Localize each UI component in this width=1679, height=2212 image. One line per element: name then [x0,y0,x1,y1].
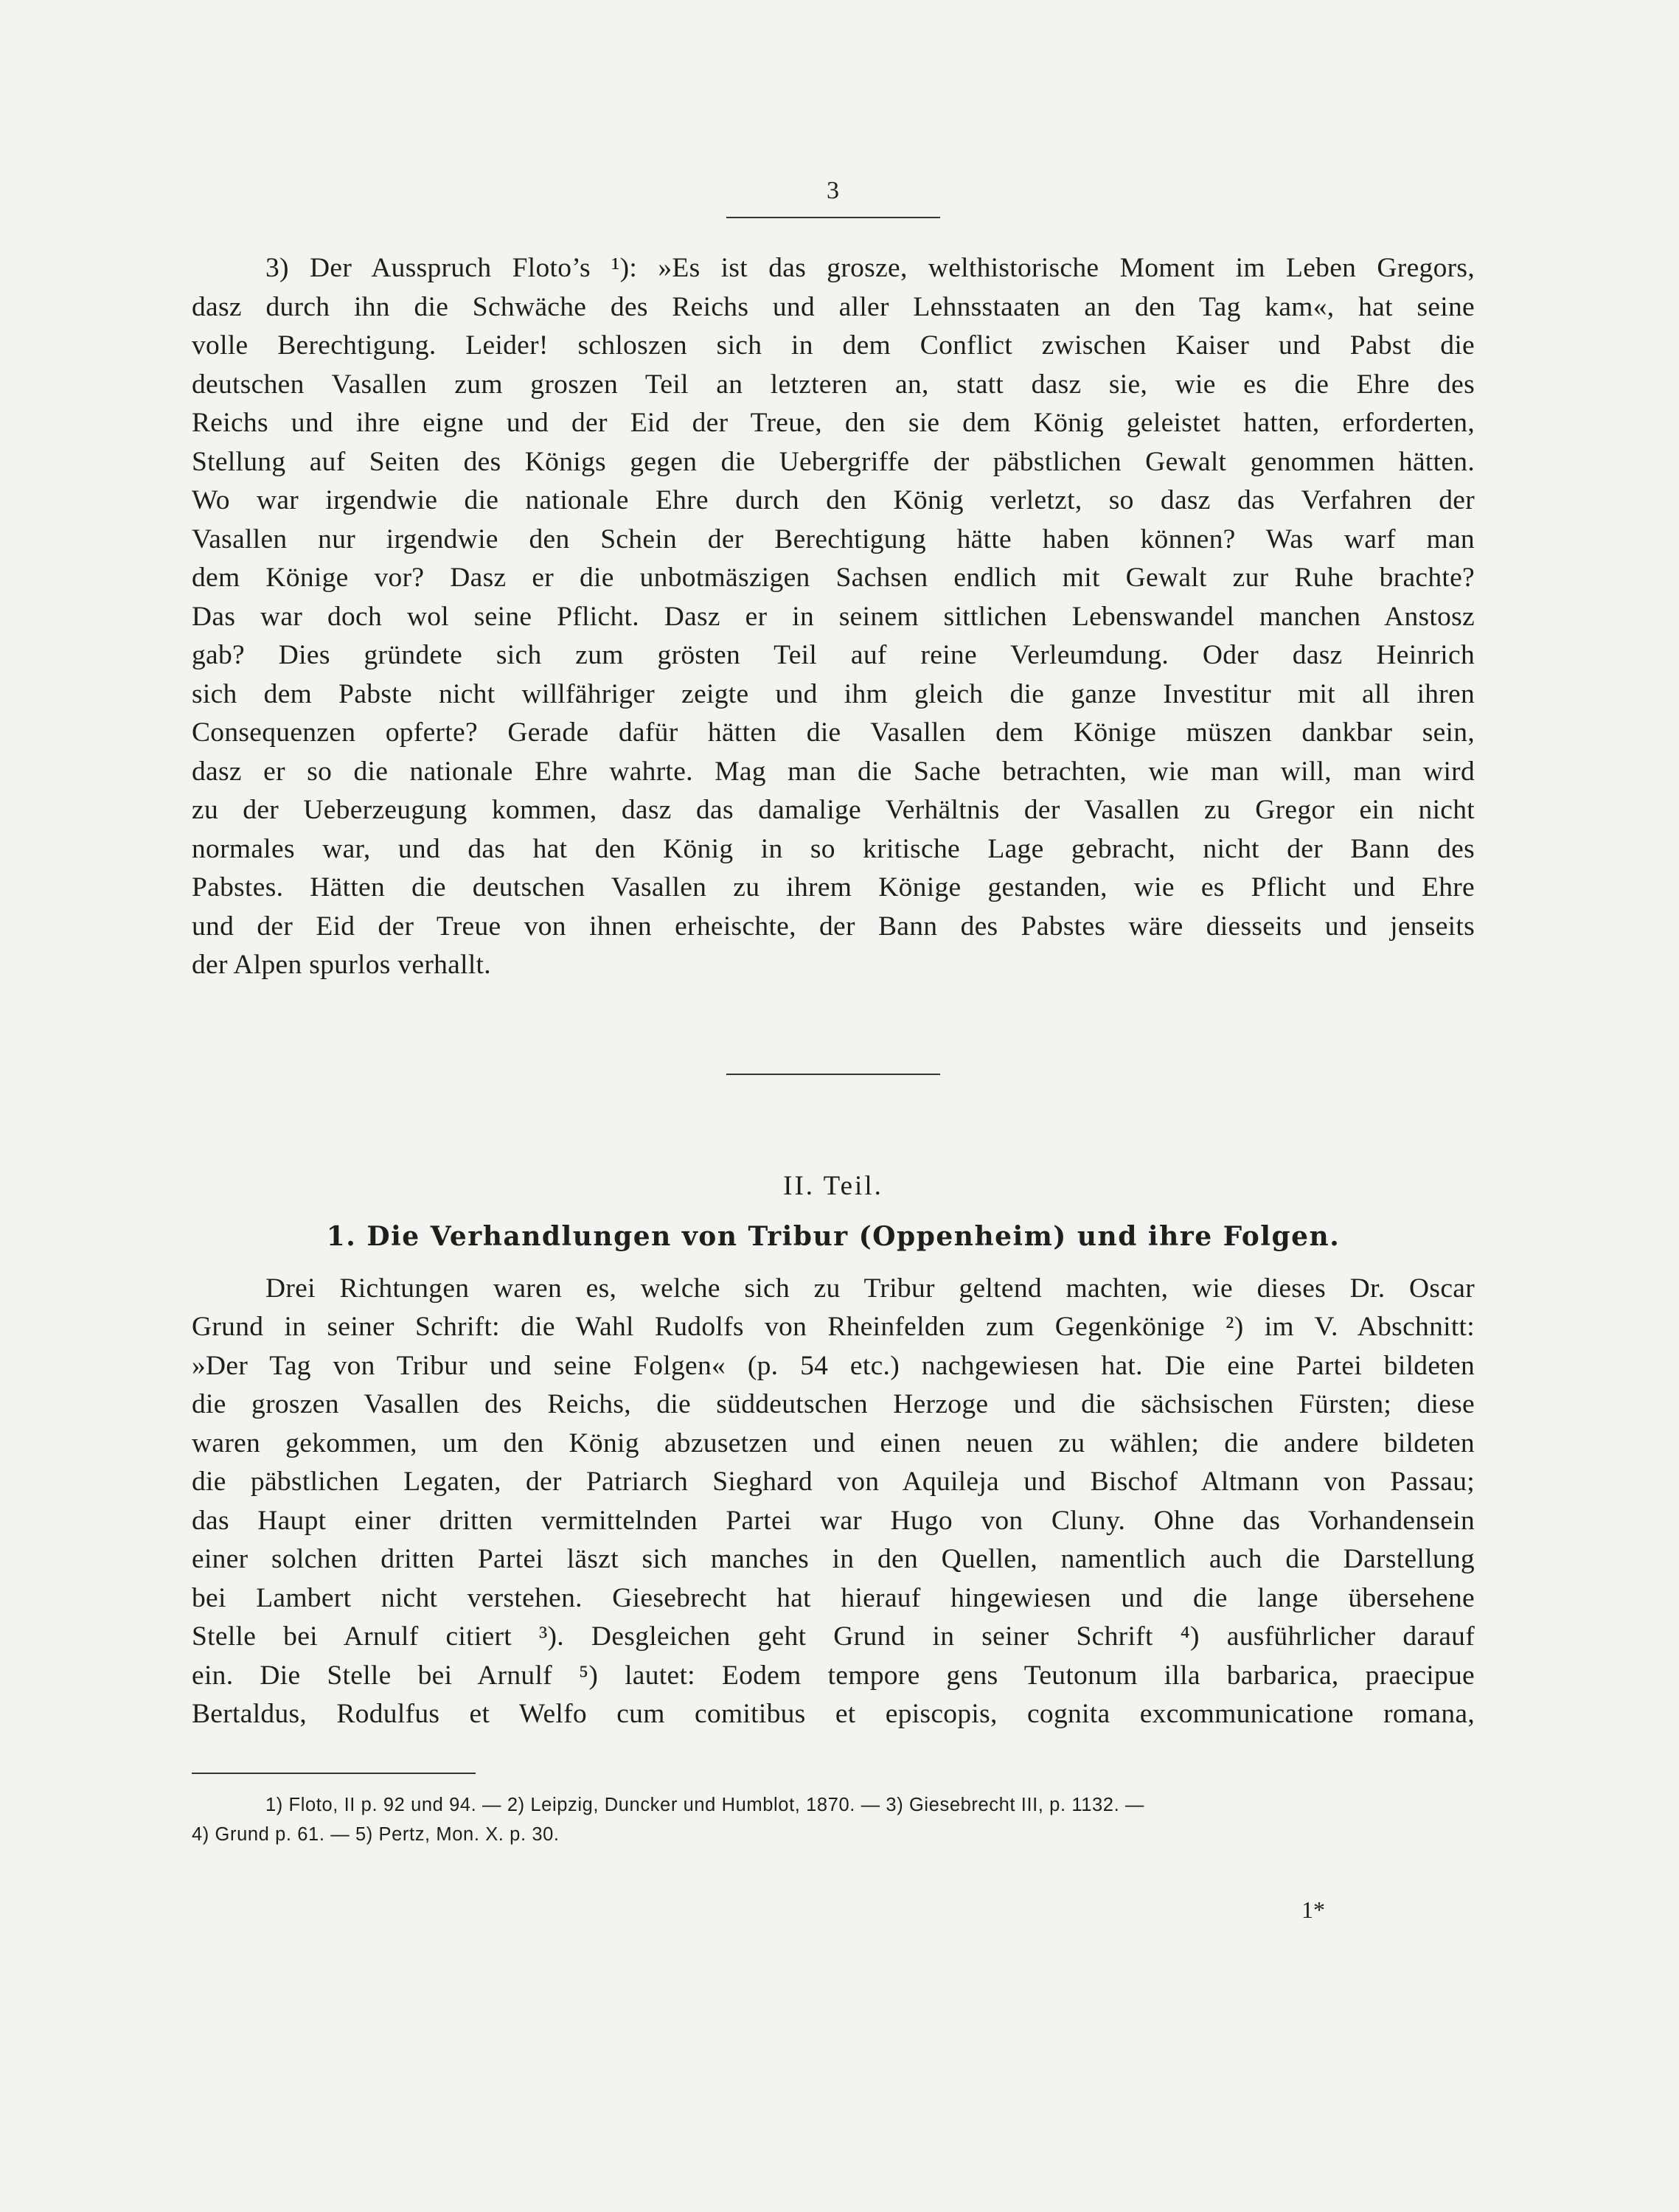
text-line: das Haupt einer dritten vermittelnden Partei war Hugo von Cluny. Ohne das Vorhandensein [192,1505,1475,1536]
text-line: die groszen Vasallen des Reichs, die süddeutschen Herzoge und die sächsischen Fürsten; diese [192,1389,1475,1419]
text-line: normales war, und das hat den König in so kritische Lage gebracht, nicht der Bann des [192,833,1475,864]
footnote-line: 4) Grund p. 61. — 5) Pertz, Mon. X. p. 30. [192,1823,560,1845]
text-line: die päbstlichen Legaten, der Patriarch Sieghard von Aquileja und Bischof Altmann von Passau; [192,1467,1475,1497]
chapter-1-paragraph [192,1270,1475,1734]
text-line: Stelle bei Arnulf citiert ³). Desgleichen geht Grund in seiner Schrift ⁴) ausführlicher darauf [192,1621,1475,1652]
text-line: dasz er so die nationale Ehre wahrte. Mag man die Sache betrachten, wie man will, man wird [192,756,1475,787]
text-line: Stellung auf Seiten des Königs gegen die Uebergriffe der päbstlichen Gewalt genommen hätten. [192,446,1475,477]
footnotes [192,1790,1475,1849]
text-line: Reichs und ihre eigne und der Eid der Treue, den sie dem König geleistet hatten, erforderten, [192,408,1475,438]
text-line: und der Eid der Treue von ihnen erheischte, der Bann des Pabstes wäre diesseits und jenseits [192,911,1475,942]
page-header [192,177,1475,221]
text-line: Pabstes. Hätten die deutschen Vasallen zu ihrem Könige gestanden, wie es Pflicht und Ehre [192,872,1475,902]
section-3-paragraph [192,249,1475,985]
text-line: Vasallen nur irgendwie den Schein der Berechtigung hätte haben können? Was warf man [192,524,1475,554]
text-line: Das war doch wol seine Pflicht. Dasz er in seinem sittlichen Lebenswandel manchen Anstosz [192,601,1475,632]
text-line: Consequenzen opferte? Gerade dafür hätten die Vasallen dem Könige müszen dankbar sein, [192,717,1475,748]
text-line: ein. Die Stelle bei Arnulf ⁵) lautet: Eodem tempore gens Teutonum illa barbarica, praecipue [192,1660,1475,1691]
text-line: dem Könige vor? Dasz er die unbotmäszigen Sachsen endlich mit Gewalt zur Ruhe brachte? [192,563,1475,593]
text-line: deutschen Vasallen zum groszen Teil an letzteren an, statt dasz sie, wie es die Ehre des [192,369,1475,400]
text-line: der Alpen spurlos verhallt. [192,950,491,980]
footnote-rule [192,1773,476,1774]
text-line: gab? Dies gründete sich zum grösten Teil auf reine Verleumdung. Oder dasz Heinrich [192,640,1475,670]
text-line: bei Lambert nicht verstehen. Giesebrecht hat hierauf hingewiesen und die lange übersehene [192,1582,1475,1613]
text-line: »Der Tag von Tribur und seine Folgen« (p. 54 etc.) nachgewiesen hat. Die eine Partei bildeten [192,1350,1475,1381]
section-divider [726,1074,940,1075]
chapter-title: 1. Die Verhandlungen von Tribur (Oppenheim) und ihre Folgen. [326,1220,1341,1252]
header-rule [726,217,940,218]
page-number: 3 [827,177,840,204]
printer-signature-mark: 1* [1301,1896,1325,1923]
text-line: einer solchen dritten Partei läszt sich manches in den Quellen, namentlich auch die Darstellung [192,1544,1475,1574]
text-line: waren gekommen, um den König abzusetzen und einen neuen zu wählen; die andere bildeten [192,1427,1475,1458]
text-line: Bertaldus, Rodulfus et Welfo cum comitibus et episcopis, cognita excommunicatione romana, [192,1699,1475,1729]
document-page [192,177,1475,1849]
text-line: Wo war irgendwie die nationale Ehre durch den König verletzt, so dasz das Verfahren der [192,485,1475,515]
text-line: volle Berechtigung. Leider! schloszen sich in dem Conflict zwischen Kaiser und Pabst die [192,330,1475,361]
footnote-line: 1) Floto, II p. 92 und 94. — 2) Leipzig, Duncker und Humblot, 1870. — 3) Giesebrecht III, p. 1132. — [265,1794,1145,1815]
text-line: dasz durch ihn die Schwäche des Reichs und aller Lehnsstaaten an den Tag kam«, hat seine [192,291,1475,322]
part-title: II. Teil. [783,1170,883,1201]
text-line: 3) Der Ausspruch Floto’s ¹): »Es ist das grosze, welthistorische Moment im Leben Gregors, [265,253,1475,283]
text-line: Grund in seiner Schrift: die Wahl Rudolfs von Rheinfelden zum Gegenkönige ²) im V. Abschnitt: [192,1312,1475,1342]
text-line: zu der Ueberzeugung kommen, dasz das damalige Verhältnis der Vasallen zu Gregor ein nicht [192,795,1475,825]
text-line: sich dem Pabste nicht willfähriger zeigte und ihm gleich die ganze Investitur mit all ihren [192,678,1475,709]
text-line: Drei Richtungen waren es, welche sich zu Tribur geltend machten, wie dieses Dr. Oscar [265,1273,1475,1304]
